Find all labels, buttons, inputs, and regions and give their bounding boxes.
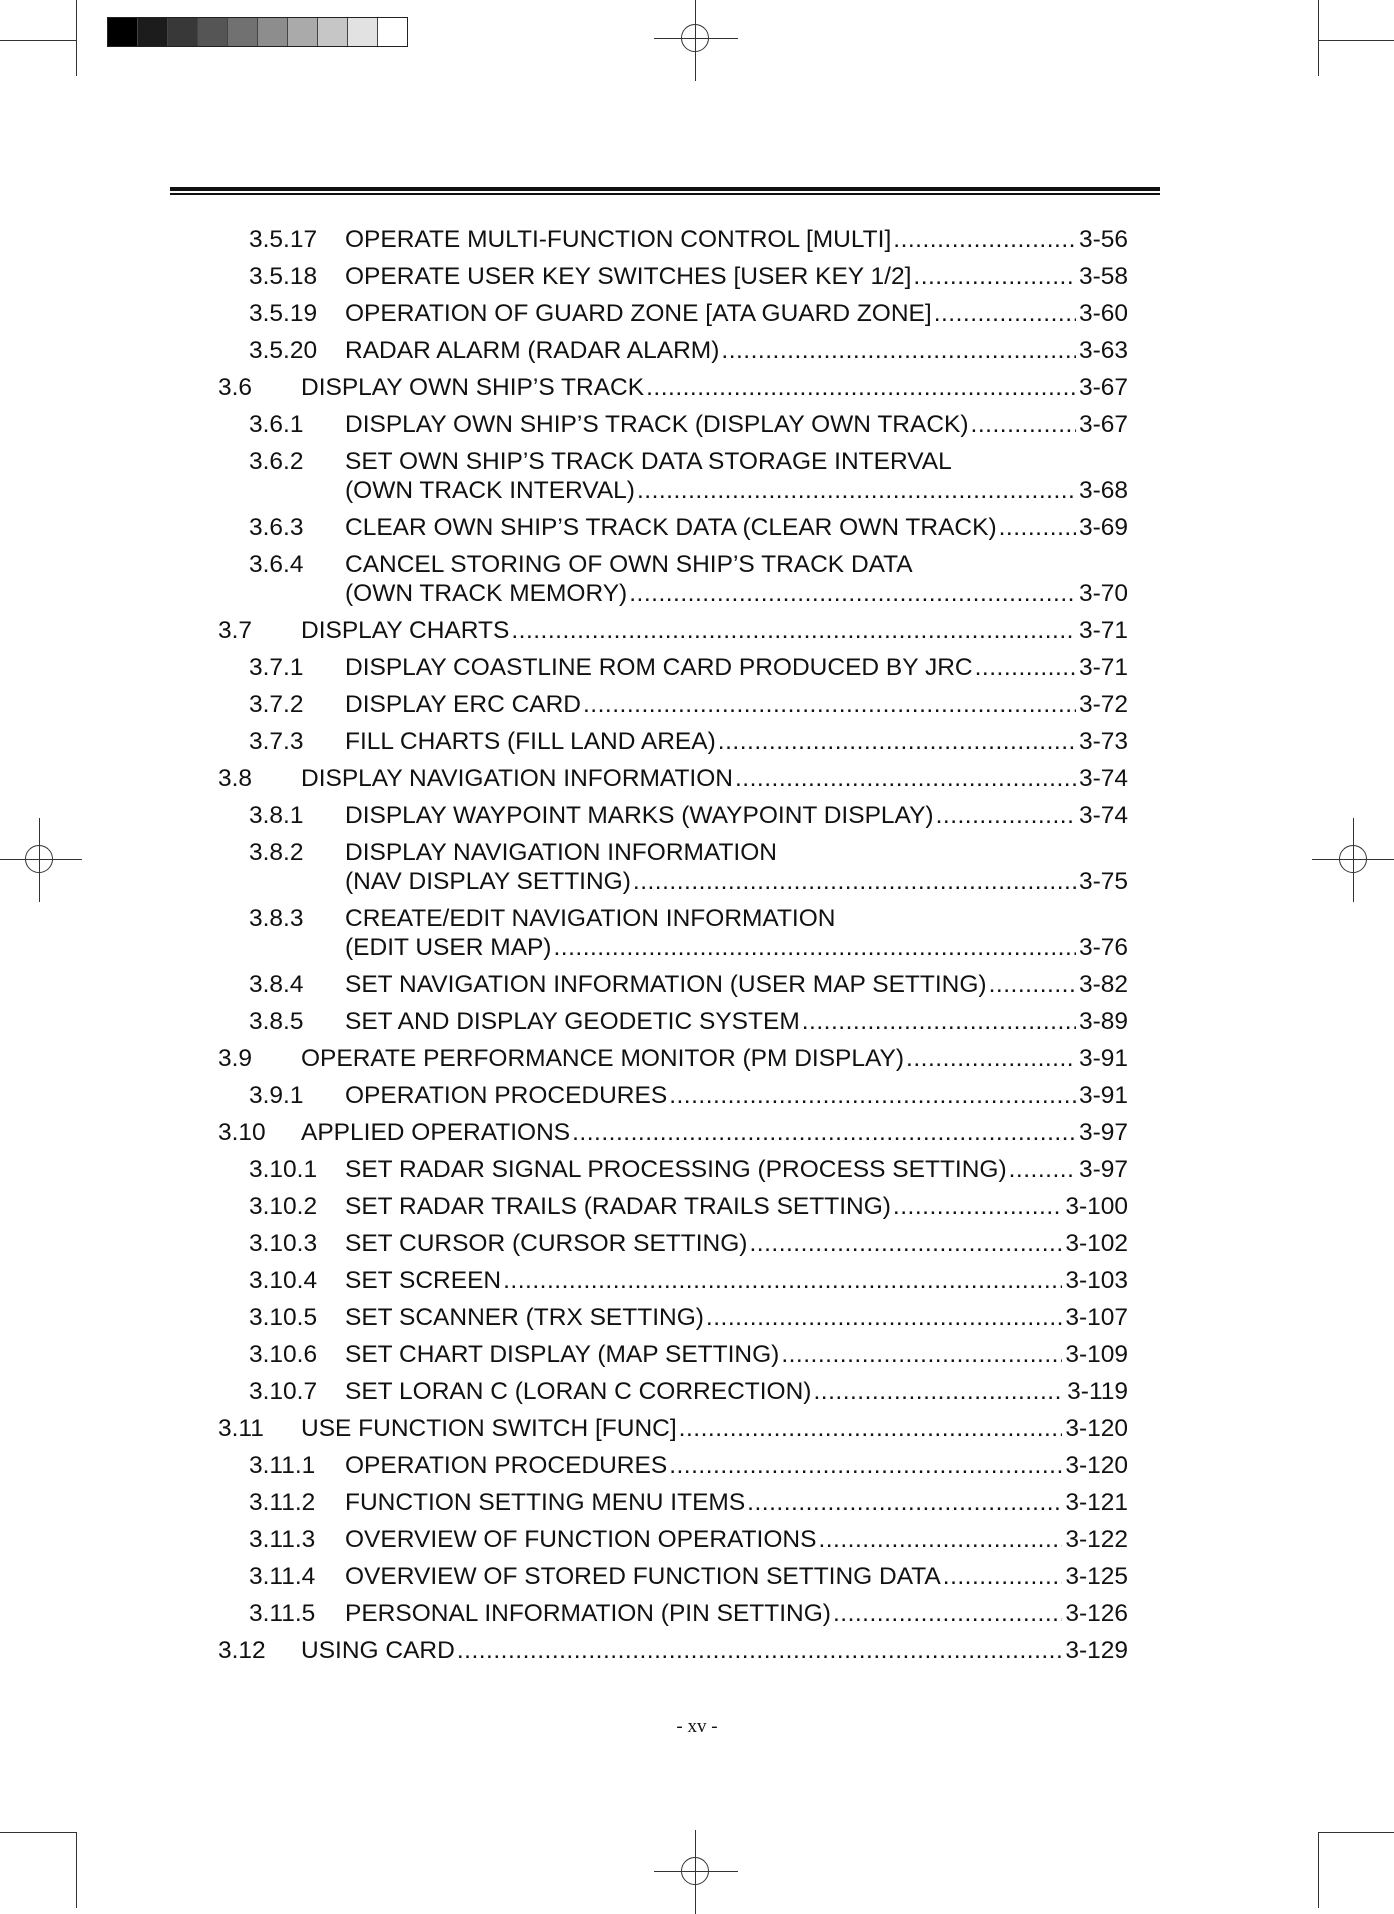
toc-leader-line: [345, 1007, 1128, 1036]
gray-patch: [138, 18, 168, 46]
registration-mark-right: [1332, 838, 1376, 882]
toc-title: OPERATION PROCEDURES: [345, 1082, 668, 1109]
toc-number: 3.7.3: [249, 728, 304, 755]
toc-page-number: 3-100: [1065, 1193, 1128, 1220]
toc-dot-leader: [893, 1192, 1062, 1221]
toc-leader-line: [301, 616, 1128, 645]
toc-leader-line: [345, 653, 1128, 682]
toc-leader-line: [345, 410, 1128, 439]
toc-page-number: 3-102: [1065, 1230, 1128, 1257]
toc-leader-line: [345, 579, 1128, 608]
toc-number: 3.6: [218, 374, 253, 401]
toc-number: 3.7: [218, 617, 253, 644]
toc-dot-leader: [971, 410, 1076, 439]
gray-patch: [228, 18, 258, 46]
toc-title: OPERATION PROCEDURES: [345, 1452, 668, 1479]
toc-dot-leader: [572, 1118, 1076, 1147]
toc-number: 3.8.4: [249, 971, 304, 998]
toc-leader-line: [345, 513, 1128, 542]
toc-dot-leader: [553, 933, 1075, 962]
toc-title: DISPLAY OWN SHIP’S TRACK (DISPLAY OWN TRACK): [345, 411, 969, 438]
toc-dot-leader: [943, 1562, 1063, 1591]
toc-page-number: 3-74: [1078, 802, 1128, 829]
toc-dot-leader: [781, 1340, 1062, 1369]
toc-page-number: 3-71: [1078, 617, 1128, 644]
toc-title: SET SCANNER (TRX SETTING): [345, 1304, 704, 1331]
toc-page-number: 3-69: [1078, 514, 1128, 541]
toc-dot-leader: [934, 299, 1076, 328]
toc-page-number: 3-103: [1065, 1267, 1128, 1294]
toc-leader-line: [301, 373, 1128, 402]
toc-dot-leader: [646, 373, 1076, 402]
toc-number: 3.5.19: [249, 300, 318, 327]
toc-title: OVERVIEW OF FUNCTION OPERATIONS: [345, 1526, 817, 1553]
toc-page-number: 3-126: [1065, 1600, 1128, 1627]
toc-title: OVERVIEW OF STORED FUNCTION SETTING DATA: [345, 1563, 941, 1590]
toc-page-number: 3-91: [1078, 1045, 1128, 1072]
toc-leader-line: [345, 299, 1128, 328]
toc-title-first-line: SET OWN SHIP’S TRACK DATA STORAGE INTERVAL: [345, 448, 952, 475]
toc-dot-leader: [818, 1525, 1062, 1554]
toc-title: RADAR ALARM (RADAR ALARM): [345, 337, 720, 364]
toc-number: 3.10.4: [249, 1267, 318, 1294]
toc-page-number: 3-89: [1078, 1008, 1128, 1035]
toc-number: 3.6.2: [249, 448, 304, 475]
toc-dot-leader: [721, 336, 1076, 365]
toc-title: FUNCTION SETTING MENU ITEMS: [345, 1489, 746, 1516]
toc-leader-line: [345, 801, 1128, 830]
toc-dot-leader: [669, 1081, 1076, 1110]
toc-title: (EDIT USER MAP): [345, 934, 552, 961]
toc-page-number: 3-56: [1078, 226, 1128, 253]
toc-number: 3.10.6: [249, 1341, 318, 1368]
toc-page-number: 3-120: [1065, 1415, 1128, 1442]
toc-number: 3.5.20: [249, 337, 318, 364]
toc-title: DISPLAY COASTLINE ROM CARD PRODUCED BY JRC: [345, 654, 973, 681]
toc-number: 3.10: [218, 1119, 266, 1146]
toc-title: SET RADAR SIGNAL PROCESSING (PROCESS SETTING): [345, 1156, 1007, 1183]
toc-title: OPERATION OF GUARD ZONE [ATA GUARD ZONE]: [345, 300, 932, 327]
toc-number: 3.11.5: [249, 1600, 316, 1627]
toc-dot-leader: [706, 1303, 1062, 1332]
toc-dot-leader: [503, 1266, 1062, 1295]
toc-number: 3.10.3: [249, 1230, 318, 1257]
toc-dot-leader: [999, 513, 1076, 542]
toc-title-first-line: CANCEL STORING OF OWN SHIP’S TRACK DATA: [345, 551, 913, 578]
registration-mark-bottom: [674, 1850, 718, 1894]
toc-title: PERSONAL INFORMATION (PIN SETTING): [345, 1600, 831, 1627]
toc-dot-leader: [975, 653, 1076, 682]
toc-leader-line: [345, 1599, 1128, 1628]
toc-number: 3.10.7: [249, 1378, 318, 1405]
toc-dot-leader: [936, 801, 1076, 830]
toc-leader-line: [345, 476, 1128, 505]
toc-dot-leader: [893, 225, 1076, 254]
toc-title: SET LORAN C (LORAN C CORRECTION): [345, 1378, 812, 1405]
toc-number: 3.6.3: [249, 514, 304, 541]
toc-number: 3.10.2: [249, 1193, 318, 1220]
toc-title: DISPLAY ERC CARD: [345, 691, 581, 718]
toc-number: 3.12: [218, 1637, 266, 1664]
toc-page-number: 3-119: [1067, 1378, 1128, 1405]
toc-leader-line: [345, 867, 1128, 896]
toc-leader-line: [345, 1562, 1128, 1591]
toc-title: SET SCREEN: [345, 1267, 502, 1294]
toc-title: SET AND DISPLAY GEODETIC SYSTEM: [345, 1008, 800, 1035]
toc-dot-leader: [718, 727, 1076, 756]
toc-dot-leader: [813, 1377, 1064, 1406]
gray-patch: [168, 18, 198, 46]
toc-dot-leader: [735, 764, 1076, 793]
toc-page-number: 3-71: [1078, 654, 1128, 681]
toc-page-number: 3-91: [1078, 1082, 1128, 1109]
toc-page-number: 3-74: [1078, 765, 1128, 792]
toc-page-number: 3-68: [1078, 477, 1128, 504]
toc-number: 3.8.1: [249, 802, 304, 829]
toc-title: SET CURSOR (CURSOR SETTING): [345, 1230, 748, 1257]
toc-leader-line: [345, 1229, 1128, 1258]
toc-leader-line: [301, 1636, 1128, 1665]
toc-leader-line: [345, 970, 1128, 999]
toc-dot-leader: [1009, 1155, 1076, 1184]
toc-number: 3.8.5: [249, 1008, 304, 1035]
toc-leader-line: [345, 1192, 1128, 1221]
toc-title: FILL CHARTS (FILL LAND AREA): [345, 728, 716, 755]
toc-dot-leader: [747, 1488, 1062, 1517]
toc-leader-line: [345, 1303, 1128, 1332]
header-rule: [170, 187, 1160, 191]
gray-patch: [288, 18, 318, 46]
header-rule-thin: [170, 193, 1160, 195]
toc-number: 3.9: [218, 1045, 253, 1072]
toc-title: (OWN TRACK INTERVAL): [345, 477, 635, 504]
toc-page-number: 3-107: [1065, 1304, 1128, 1331]
toc-title: OPERATE USER KEY SWITCHES [USER KEY 1/2]: [345, 263, 912, 290]
toc-number: 3.8.2: [249, 839, 304, 866]
toc-leader-line: [301, 1414, 1128, 1443]
toc-page-number: 3-97: [1078, 1119, 1128, 1146]
toc-page-number: 3-67: [1078, 374, 1128, 401]
toc-title: OPERATE PERFORMANCE MONITOR (PM DISPLAY): [301, 1045, 905, 1072]
toc-number: 3.10.5: [249, 1304, 318, 1331]
toc-leader-line: [345, 225, 1128, 254]
toc-title: SET RADAR TRAILS (RADAR TRAILS SETTING): [345, 1193, 891, 1220]
toc-number: 3.9.1: [249, 1082, 304, 1109]
toc-page-number: 3-120: [1065, 1452, 1128, 1479]
toc-title: OPERATE MULTI-FUNCTION CONTROL [MULTI]: [345, 226, 892, 253]
toc-dot-leader: [457, 1636, 1063, 1665]
toc-dot-leader: [913, 262, 1076, 291]
toc-title: CLEAR OWN SHIP’S TRACK DATA (CLEAR OWN TRACK): [345, 514, 997, 541]
toc-number: 3.8.3: [249, 905, 304, 932]
toc-page-number: 3-125: [1065, 1563, 1128, 1590]
toc-number: 3.8: [218, 765, 253, 792]
registration-mark-top: [674, 17, 718, 61]
toc-dot-leader: [906, 1044, 1076, 1073]
toc-leader-line: [345, 1451, 1128, 1480]
gray-patch: [348, 18, 378, 46]
toc-dot-leader: [669, 1451, 1062, 1480]
toc-dot-leader: [629, 579, 1076, 608]
toc-leader-line: [301, 1118, 1128, 1147]
toc-leader-line: [345, 336, 1128, 365]
registration-mark-left: [18, 838, 62, 882]
toc-number: 3.11.3: [249, 1526, 316, 1553]
toc-leader-line: [345, 933, 1128, 962]
toc-page-number: 3-73: [1078, 728, 1128, 755]
toc-page-number: 3-70: [1078, 580, 1128, 607]
toc-dot-leader: [511, 616, 1076, 645]
gray-scale-strip: [107, 17, 408, 47]
toc-page-number: 3-109: [1065, 1341, 1128, 1368]
toc-leader-line: [345, 1340, 1128, 1369]
toc-dot-leader: [833, 1599, 1062, 1628]
toc-page-number: 3-75: [1078, 868, 1128, 895]
toc-number: 3.7.1: [249, 654, 304, 681]
toc-number: 3.6.4: [249, 551, 304, 578]
gray-patch: [378, 18, 407, 46]
toc-dot-leader: [633, 867, 1076, 896]
toc-page-number: 3-97: [1078, 1156, 1128, 1183]
gray-patch: [318, 18, 348, 46]
toc-leader-line: [345, 1488, 1128, 1517]
toc-leader-line: [345, 1377, 1128, 1406]
toc-leader-line: [301, 1044, 1128, 1073]
toc-title-first-line: CREATE/EDIT NAVIGATION INFORMATION: [345, 905, 836, 932]
toc-title: (NAV DISPLAY SETTING): [345, 868, 631, 895]
toc-title: DISPLAY NAVIGATION INFORMATION: [301, 765, 733, 792]
toc-title: DISPLAY WAYPOINT MARKS (WAYPOINT DISPLAY): [345, 802, 934, 829]
toc-page-number: 3-72: [1078, 691, 1128, 718]
toc-number: 3.11: [218, 1415, 264, 1442]
toc-title: DISPLAY CHARTS: [301, 617, 510, 644]
toc-dot-leader: [749, 1229, 1062, 1258]
gray-patch: [258, 18, 288, 46]
toc-title: SET CHART DISPLAY (MAP SETTING): [345, 1341, 780, 1368]
toc-number: 3.11.1: [249, 1452, 316, 1479]
toc-leader-line: [345, 1081, 1128, 1110]
toc-number: 3.10.1: [249, 1156, 318, 1183]
toc-page-number: 3-58: [1078, 263, 1128, 290]
toc-page-number: 3-121: [1065, 1489, 1128, 1516]
toc-dot-leader: [989, 970, 1076, 999]
toc-leader-line: [301, 764, 1128, 793]
page-number: - xv -: [676, 1716, 718, 1737]
toc-leader-line: [345, 262, 1128, 291]
toc-dot-leader: [637, 476, 1076, 505]
toc-number: 3.6.1: [249, 411, 304, 438]
toc-leader-line: [345, 1525, 1128, 1554]
toc-number: 3.11.4: [249, 1563, 316, 1590]
gray-patch: [108, 18, 138, 46]
toc-number: 3.7.2: [249, 691, 304, 718]
toc-page-number: 3-76: [1078, 934, 1128, 961]
toc-dot-leader: [679, 1414, 1063, 1443]
toc-title-first-line: DISPLAY NAVIGATION INFORMATION: [345, 839, 777, 866]
toc-page-number: 3-60: [1078, 300, 1128, 327]
toc-dot-leader: [802, 1007, 1076, 1036]
toc-number: 3.11.2: [249, 1489, 316, 1516]
toc-title: USE FUNCTION SWITCH [FUNC]: [301, 1415, 677, 1442]
toc-title: APPLIED OPERATIONS: [301, 1119, 571, 1146]
toc-leader-line: [345, 690, 1128, 719]
toc-title: DISPLAY OWN SHIP’S TRACK: [301, 374, 645, 401]
toc-page-number: 3-63: [1078, 337, 1128, 364]
toc-page-number: 3-82: [1078, 971, 1128, 998]
toc-title: (OWN TRACK MEMORY): [345, 580, 628, 607]
toc-title: USING CARD: [301, 1637, 455, 1664]
toc-page-number: 3-67: [1078, 411, 1128, 438]
gray-patch: [198, 18, 228, 46]
toc-page-number: 3-129: [1065, 1637, 1128, 1664]
toc-leader-line: [345, 1266, 1128, 1295]
toc-page-number: 3-122: [1065, 1526, 1128, 1553]
toc-leader-line: [345, 1155, 1128, 1184]
toc-number: 3.5.17: [249, 226, 318, 253]
toc-dot-leader: [583, 690, 1076, 719]
toc-leader-line: [345, 727, 1128, 756]
toc-title: SET NAVIGATION INFORMATION (USER MAP SETTING): [345, 971, 987, 998]
toc-number: 3.5.18: [249, 263, 318, 290]
